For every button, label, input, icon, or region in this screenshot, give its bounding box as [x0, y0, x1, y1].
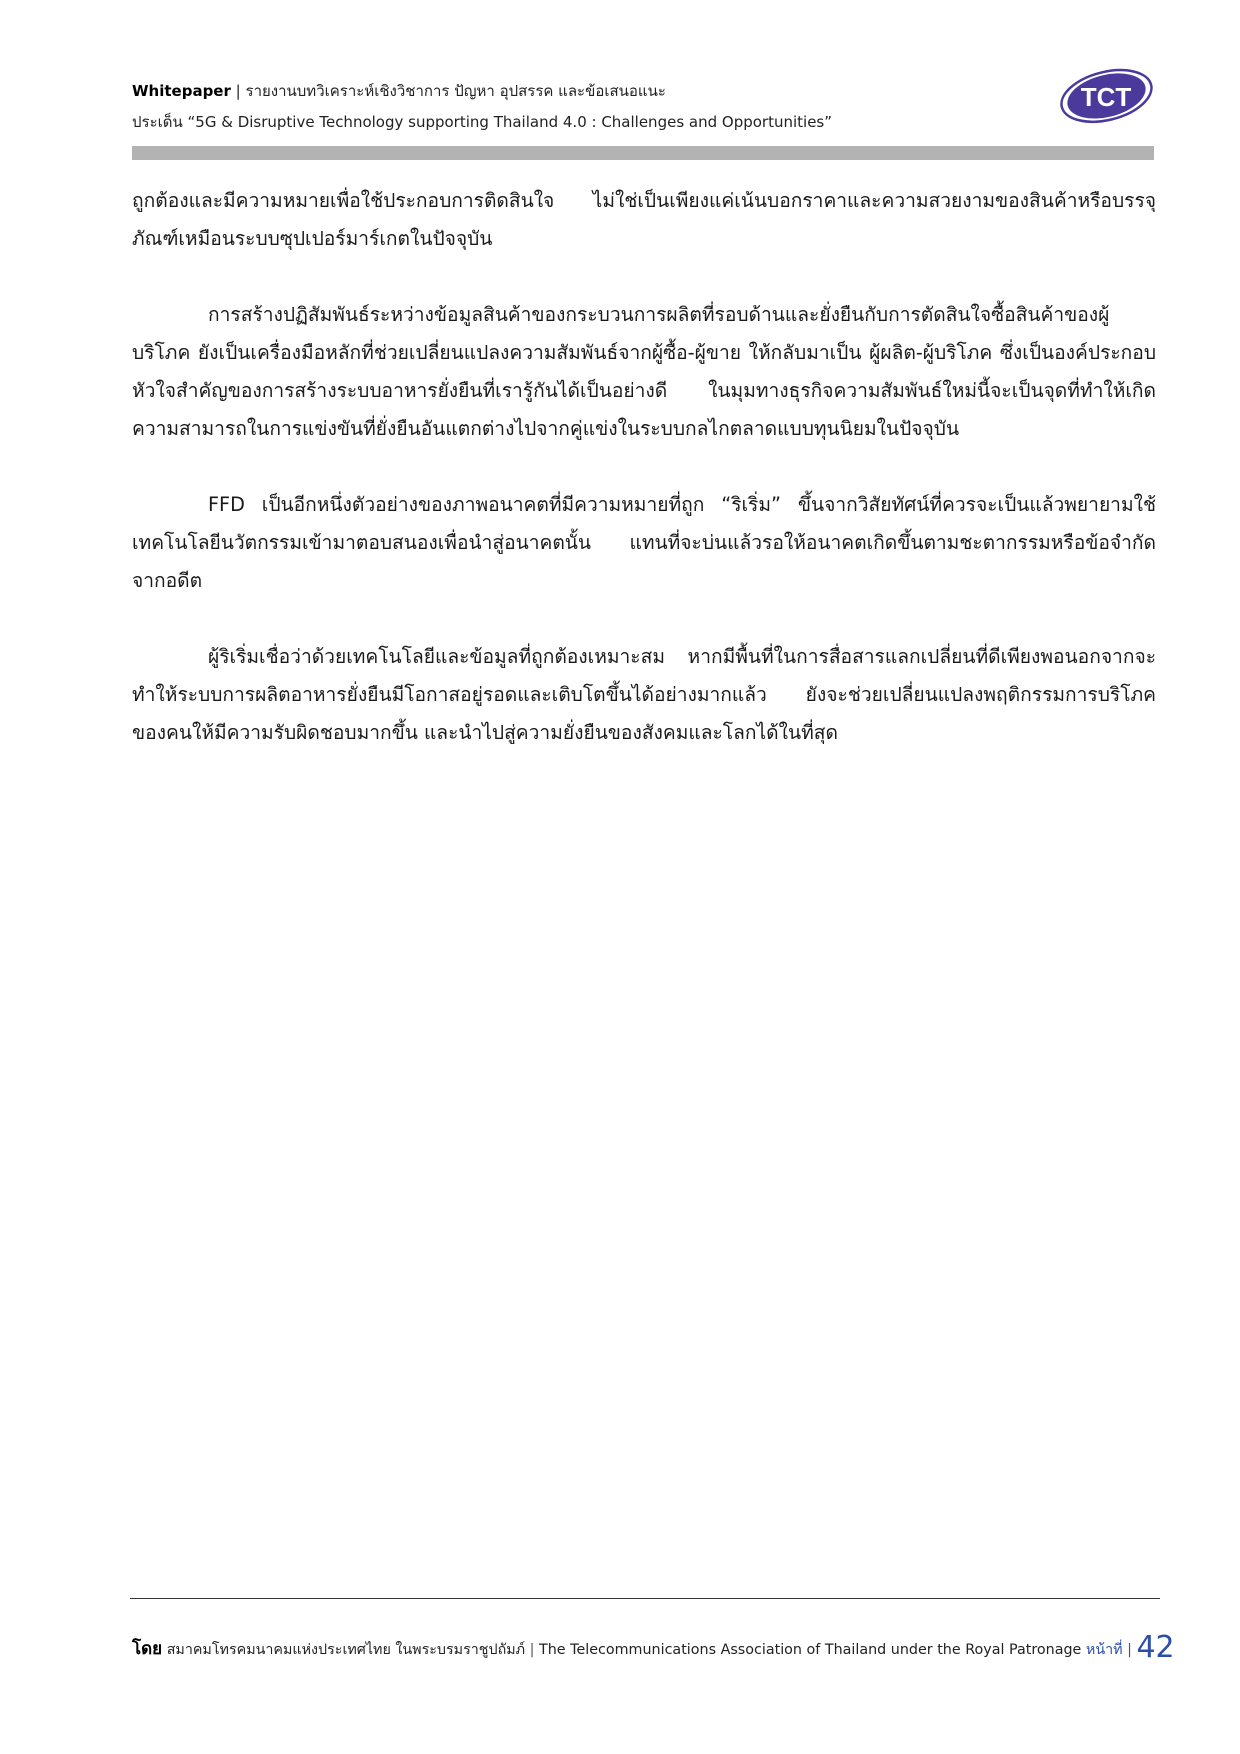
series-label: Whitepaper: [132, 82, 231, 100]
tct-logo: [1058, 62, 1154, 126]
footer-separator: |: [529, 1642, 535, 1658]
logo-text: TCT: [1080, 82, 1132, 112]
paragraph-interaction: การสร้างปฏิสัมพันธ์ระหว่างข้อมูลสินค้าของกระบวนการผลิตที่รอบด้านและยั่งยืนกับการตัดสินใจซื้อสินค้าของผู้บริโภค ยังเป็นเครื่องมือหลักที่ช่วยเปลี่ยนแปลงความสัมพันธ์จากผู้ซื้อ-ผู้ขาย ให้กลับมาเป็น ผู้ผลิต-ผู้บริโภค ซึ่งเป็นองค์ประกอบหัวใจสำคัญของการสร้างระบบอาหารยั่งยืนที่เรารู้กันได้เป็นอย่างดี ในมุมทางธุรกิจความสัมพันธ์ใหม่นี้จะเป็นจุดที่ทำให้เกิดความสามารถในการแข่งขันที่ยั่งยืนอันแตกต่างไปจากคู่แข่งในระบบกลไกตลาดแบบทุนนิยมในปัจจุบัน: [132, 303, 1156, 440]
header-separator: |: [235, 82, 241, 100]
report-title: รายงานบทวิเคราะห์เชิงวิชาการ ปัญหา อุปสรรค และข้อเสนอแนะ: [245, 82, 666, 100]
footer-org-english: The Telecommunications Association of Thailand under the Royal Patronage: [539, 1642, 1082, 1658]
document-body: [132, 182, 1156, 752]
header-divider-bar: [132, 146, 1154, 160]
topic-line: ประเด็น “5G & Disruptive Technology supporting Thailand 4.0 : Challenges and Opportunities”: [132, 113, 833, 131]
footer-by-label: โดย: [132, 1639, 163, 1659]
paragraph-conclusion: ผู้ริเริ่มเชื่อว่าด้วยเทคโนโลยีและข้อมูลที่ถูกต้องเหมาะสม หากมีพื้นที่ในการสื่อสารแลกเปลี่ยนที่ดีเพียงพอนอกจากจะทำให้ระบบการผลิตอาหารยั่งยืนมีโอกาสอยู่รอดและเติบโตขึ้นได้อย่างมากแล้ว ยังจะช่วยเปลี่ยนแปลงพฤติกรรมการบริโภคของคนให้มีความรับผิดชอบมากขึ้น และนำไปสู่ความยั่งยืนของสังคมและโลกได้ในที่สุด: [132, 645, 1156, 744]
header-title-line: [132, 80, 1032, 102]
page-header: [132, 80, 1032, 133]
page-separator: |: [1127, 1642, 1132, 1658]
page-label: หน้าที่: [1085, 1642, 1123, 1658]
page-number: 42: [1136, 1630, 1175, 1665]
footer-divider: [130, 1598, 1160, 1599]
footer-org-thai: สมาคมโทรคมนาคมแห่งประเทศไทย ในพระบรมราชูปถัมภ์: [166, 1642, 526, 1658]
paragraph-continuation: ถูกต้องและมีความหมายเพื่อใช้ประกอบการติดสินใจ ไม่ใช่เป็นเพียงแค่เน้นบอกราคาและความสวยงามของสินค้าหรือบรรจุภัณฑ์เหมือนระบบซุปเปอร์มาร์เกตในปัจจุบัน: [132, 189, 1156, 250]
paragraph-ffd: FFD เป็นอีกหนึ่งตัวอย่างของภาพอนาคตที่มีความหมายที่ถูก “ริเริ่ม” ขึ้นจากวิสัยทัศน์ที่ควรจะเป็นแล้วพยายามใช้เทคโนโลยีนวัตกรรมเข้ามาตอบสนองเพื่อนำสู่อนาคตนั้น แทนที่จะบ่นแล้วรอให้อนาคตเกิดขึ้นตามชะตากรรมหรือข้อจำกัดจากอดีต: [132, 493, 1156, 592]
page-footer: [132, 1628, 1175, 1670]
